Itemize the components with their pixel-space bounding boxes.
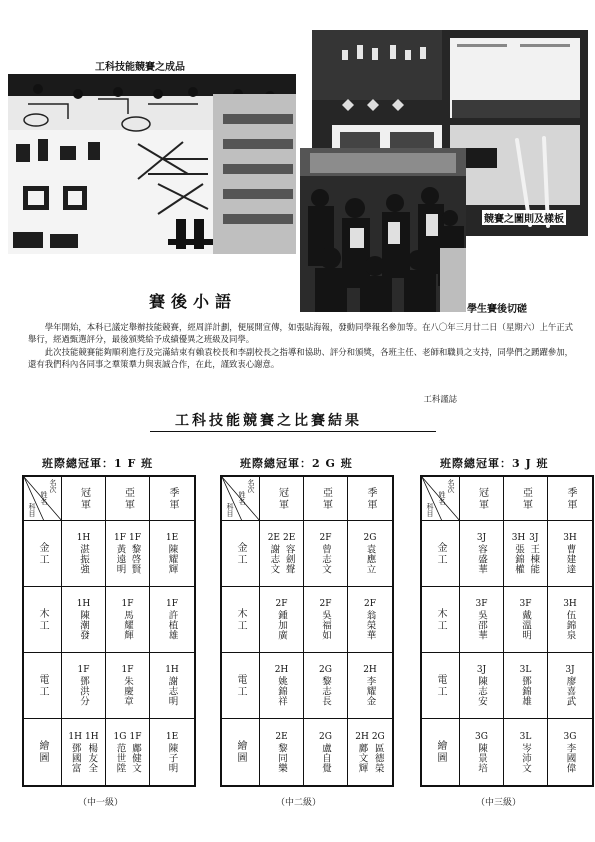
winner-cell: [504, 719, 548, 785]
winner-class: 1H: [76, 599, 91, 609]
subject-cell: [222, 521, 260, 587]
table-corner-header: [422, 477, 460, 521]
winner-name: 陳耀輝: [166, 544, 178, 574]
winner-names: [77, 533, 91, 574]
winner-names: [520, 665, 532, 706]
winner-name: 伍錦泉: [564, 610, 576, 640]
winner-class: 1F: [114, 533, 126, 543]
subject-cell: [24, 719, 62, 785]
winner-cell: [260, 521, 304, 587]
winner-entry: [520, 732, 532, 773]
winner-class: 1F: [129, 533, 141, 543]
winner-class: 3L: [519, 665, 532, 675]
winner-entry: [166, 732, 178, 773]
winner-name: 曹建達: [564, 544, 576, 574]
column-header-label: 冠軍: [78, 486, 90, 511]
winner-name: 馬耀輝: [121, 610, 133, 640]
winner-names: [114, 732, 142, 773]
winner-class: 2E: [275, 731, 288, 742]
winner-names: [320, 599, 332, 640]
winner-name: 黎啓賢: [129, 544, 141, 574]
winner-name: 姚錦祥: [275, 676, 287, 706]
winner-cell: [260, 587, 304, 653]
subject-label: 金工: [37, 541, 48, 566]
winner-cell: [460, 719, 504, 785]
students-discussion-image: [300, 148, 466, 312]
winner-entry: [364, 533, 377, 574]
subject-label: 電工: [435, 673, 446, 698]
winner-entry: [122, 665, 134, 706]
corner-label-name: 姓名: [238, 491, 246, 505]
subject-label: 繪圖: [235, 740, 246, 764]
winner-name: 區德榮: [372, 742, 384, 773]
winner-cell: [62, 653, 106, 719]
winner-class: 3F: [519, 599, 532, 609]
winner-names: [166, 533, 178, 574]
winner-names: [319, 732, 332, 773]
winner-name: 岑沛文: [519, 742, 531, 773]
winner-entry: [114, 732, 127, 773]
winner-class: 2E: [267, 533, 280, 543]
after-words-signoff: 工科謹誌: [423, 394, 457, 404]
photo-students-discussion: [300, 148, 466, 312]
winner-names: [268, 533, 296, 574]
winner-entry: [268, 533, 280, 574]
winner-class: 3G: [563, 731, 577, 742]
after-words-title: 賽後小語: [149, 292, 238, 311]
corner-label-name: 姓名: [40, 491, 48, 505]
winner-class: 3J: [476, 665, 487, 675]
winner-entry: [77, 599, 91, 640]
winner-cell: [150, 521, 194, 587]
winner-entry: [320, 599, 332, 640]
column-header-label: 冠軍: [476, 486, 488, 511]
winner-class: 1H: [68, 731, 82, 742]
winner-entry: [320, 533, 332, 574]
caption-finished-works: 工科技能競賽之成品: [95, 62, 185, 73]
winner-entry: [476, 599, 488, 640]
winner-names: [475, 732, 488, 773]
winner-cell: [504, 653, 548, 719]
column-header: [348, 477, 392, 521]
table-corner-header: [24, 477, 62, 521]
winner-names: [565, 665, 576, 706]
winner-cell: [150, 587, 194, 653]
winner-entry: [165, 665, 179, 706]
corner-label-rank: 名次: [447, 479, 455, 493]
winner-name: 范世陞: [114, 742, 126, 773]
winner-name: 許植雄: [166, 610, 178, 640]
subject-label: 電工: [235, 673, 246, 698]
winner-entry: [520, 599, 532, 640]
winner-class: 1E: [165, 533, 179, 543]
winner-class: 2G: [319, 665, 332, 675]
subject-label: 木工: [235, 607, 246, 632]
winner-names: [319, 665, 332, 706]
winner-class: 2G: [371, 731, 385, 742]
winner-names: [563, 533, 577, 574]
column-header: [504, 477, 548, 521]
winner-name: 鄧國富: [69, 742, 81, 773]
after-words-paragraph-1: 學年開始，本科已議定舉辦技能競賽，經周詳計劃，便展開宣傳，如張貼海報，發動同學報名參加等。在八〇年三月廿二日（星期六）上午正式舉行，經過甄選評分，最後頒獎給予成績優異之班級及同學。: [28, 322, 573, 345]
winner-entry: [476, 665, 487, 706]
subject-label: 金工: [435, 541, 446, 566]
winner-entry: [476, 533, 487, 574]
winner-cell: [504, 521, 548, 587]
winner-class: 3G: [475, 731, 488, 742]
winner-entry: [372, 732, 385, 773]
column-header: [106, 477, 150, 521]
results-title: 工科技能競賽之比賽結果: [175, 413, 362, 429]
winner-name: 李耀金: [364, 676, 376, 706]
winner-name: 王棟能: [528, 544, 540, 574]
winner-entry: [528, 533, 539, 574]
winner-name: 吳邵華: [475, 610, 487, 640]
winner-entry: [319, 665, 332, 706]
winner-cell: [348, 521, 392, 587]
winner-class: 1F: [121, 599, 134, 609]
winner-class: 2F: [275, 599, 288, 609]
winner-class: 2F: [319, 533, 332, 543]
winner-names: [364, 599, 376, 640]
results-table: [220, 475, 394, 787]
winner-names: [77, 599, 91, 640]
overall-champion-title: 班際總冠軍：2 G 班: [240, 457, 353, 470]
winner-entry: [275, 665, 289, 706]
winner-entry: [475, 732, 488, 773]
winner-entry: [319, 732, 332, 773]
results-grid: [222, 477, 392, 785]
winner-entry: [129, 732, 141, 773]
subject-label: 金工: [235, 541, 246, 566]
winner-cell: [348, 719, 392, 785]
winner-cell: [504, 587, 548, 653]
finished-works-image: [8, 74, 296, 254]
grade-level-label: （中三級）: [476, 798, 522, 808]
winner-names: [563, 599, 577, 640]
column-header-label: 季軍: [565, 486, 576, 511]
winner-name: 謝志文: [268, 544, 280, 574]
winner-name: 鄺健文: [129, 742, 141, 773]
column-header: [62, 477, 106, 521]
winner-class: 1F: [166, 599, 178, 609]
winner-name: 鄺文輝: [356, 742, 368, 773]
subject-cell: [222, 719, 260, 785]
column-header: [260, 477, 304, 521]
winner-entry: [78, 665, 90, 706]
overall-champion-title: 班際總冠軍：1 F 班: [42, 457, 154, 470]
column-header-label: 亞軍: [320, 486, 332, 511]
column-header: [460, 477, 504, 521]
winner-names: [165, 665, 179, 706]
winner-cell: [304, 521, 348, 587]
winner-entry: [563, 599, 577, 640]
winner-cell: [150, 653, 194, 719]
winner-cell: [304, 719, 348, 785]
column-header-label: 冠軍: [276, 486, 288, 511]
corner-label-subject: 科目: [226, 503, 234, 517]
caption-diagrams-templates: 競賽之圖則及樣板: [482, 210, 566, 225]
winner-entry: [364, 599, 376, 640]
winner-names: [166, 599, 178, 640]
winner-entry: [77, 533, 91, 574]
winner-entry: [355, 732, 369, 773]
winner-name: 黎志長: [319, 676, 331, 706]
winner-names: [275, 732, 287, 773]
winner-name: 鄧洪分: [77, 676, 89, 706]
winner-names: [512, 533, 540, 574]
subject-label: 木工: [37, 607, 48, 632]
winner-cell: [150, 719, 194, 785]
winner-entry: [565, 665, 576, 706]
winner-cell: [548, 719, 592, 785]
winner-entry: [68, 732, 82, 773]
winner-names: [476, 599, 488, 640]
winner-class: 2H: [355, 731, 369, 742]
winner-names: [122, 665, 134, 706]
winner-class: 1F: [129, 731, 142, 742]
winner-class: 1G: [113, 731, 127, 742]
corner-label-rank: 名次: [247, 479, 255, 493]
subject-cell: [422, 719, 460, 785]
results-table: [420, 475, 594, 787]
winner-name: 黎同樂: [275, 742, 287, 773]
winner-name: 陳子明: [166, 742, 178, 773]
winner-names: [78, 665, 90, 706]
winner-entry: [512, 533, 526, 574]
winner-class: 1E: [165, 731, 179, 742]
subject-cell: [422, 587, 460, 653]
winner-name: 袁應立: [364, 544, 376, 574]
winner-names: [355, 732, 385, 773]
winner-names: [564, 732, 577, 773]
winner-class: 2H: [274, 665, 289, 675]
subject-label: 木工: [435, 607, 446, 632]
column-header: [548, 477, 592, 521]
winner-entry: [563, 533, 577, 574]
winner-class: 1F: [77, 665, 90, 675]
column-header-label: 亞軍: [520, 486, 532, 511]
winner-class: 2F: [319, 599, 332, 609]
winner-names: [476, 665, 487, 706]
column-header-label: 季軍: [167, 486, 178, 511]
winner-name: 盧自覺: [319, 742, 331, 773]
winner-names: [114, 533, 141, 574]
winner-names: [122, 599, 134, 640]
table-corner-header: [222, 477, 260, 521]
caption-students-discussion: 學生賽後切磋: [467, 304, 527, 315]
winner-entry: [275, 732, 287, 773]
winner-name: 陳景培: [475, 742, 487, 773]
winner-name: 翁榮華: [364, 610, 376, 640]
winner-class: 3J: [565, 665, 575, 675]
winner-name: 廖喜武: [564, 676, 576, 706]
subject-cell: [24, 653, 62, 719]
winner-cell: [460, 653, 504, 719]
results-title-underline: [150, 431, 436, 432]
winner-name: 張錦權: [512, 544, 524, 574]
winner-entry: [166, 533, 178, 574]
subject-cell: [24, 521, 62, 587]
winner-cell: [106, 521, 150, 587]
corner-label-subject: 科目: [426, 503, 434, 517]
winner-cell: [106, 653, 150, 719]
winner-name: 曾志文: [319, 544, 331, 574]
winner-entry: [85, 732, 99, 773]
winner-name: 鍾加廣: [275, 610, 287, 640]
subject-cell: [422, 653, 460, 719]
winner-names: [476, 533, 487, 574]
winner-entry: [276, 599, 288, 640]
winner-names: [166, 732, 178, 773]
photo-finished-works: [8, 74, 296, 254]
winner-cell: [260, 653, 304, 719]
winner-class: 1F: [121, 665, 134, 675]
column-header: [304, 477, 348, 521]
corner-label-name: 姓名: [438, 491, 446, 505]
column-header: [150, 477, 194, 521]
winner-cell: [260, 719, 304, 785]
winner-name: 陳潮發: [77, 610, 89, 640]
winner-class: 3J: [529, 533, 539, 543]
winner-names: [276, 599, 288, 640]
overall-champion-title: 班際總冠軍：3 J 班: [440, 457, 549, 470]
winner-cell: [304, 587, 348, 653]
winner-names: [320, 533, 332, 574]
winner-cell: [62, 521, 106, 587]
winner-cell: [304, 653, 348, 719]
winner-entry: [129, 533, 141, 574]
winner-entry: [166, 599, 178, 640]
winner-class: 3F: [475, 599, 488, 609]
winner-entry: [520, 665, 532, 706]
winner-name: 楊友全: [86, 742, 98, 773]
winner-name: 戴溫明: [519, 610, 531, 640]
winner-class: 2G: [319, 731, 332, 742]
winner-class: 3H: [511, 533, 526, 543]
winner-class: 1H: [76, 533, 91, 543]
winner-class: 2E: [283, 533, 296, 543]
results-grid: [422, 477, 592, 785]
winner-name: 吳福如: [319, 610, 331, 640]
corner-label-subject: 科目: [28, 503, 36, 517]
subject-label: 繪圖: [435, 740, 446, 764]
winner-cell: [460, 587, 504, 653]
winner-names: [520, 732, 532, 773]
grade-level-label: （中二級）: [276, 798, 322, 808]
winner-name: 黃遠明: [114, 544, 126, 574]
winner-class: 3J: [476, 533, 487, 543]
results-grid: [24, 477, 194, 785]
subject-label: 電工: [37, 673, 48, 698]
winner-class: 1H: [165, 665, 179, 675]
winner-entry: [283, 533, 295, 574]
winner-cell: [548, 521, 592, 587]
winner-cell: [106, 587, 150, 653]
winner-cell: [548, 587, 592, 653]
winner-cell: [460, 521, 504, 587]
after-words-body: [28, 321, 573, 371]
winner-cell: [62, 719, 106, 785]
winner-names: [520, 599, 532, 640]
winner-class: 1H: [85, 731, 99, 742]
winner-class: 2H: [363, 665, 377, 675]
winner-name: 李國偉: [564, 742, 576, 773]
winner-name: 容劍聲: [283, 544, 295, 574]
winner-entry: [122, 599, 134, 640]
winner-names: [364, 533, 377, 574]
subject-cell: [222, 653, 260, 719]
subject-cell: [24, 587, 62, 653]
winner-cell: [348, 587, 392, 653]
winner-names: [363, 665, 377, 706]
winner-entry: [564, 732, 577, 773]
winner-cell: [106, 719, 150, 785]
subject-cell: [422, 521, 460, 587]
winner-name: 陳志安: [476, 676, 487, 706]
after-words-paragraph-2: 此次技能競賽能夠順利進行及完滿結束有賴袁校長和李副校長之指導和協助、評分和頒獎，各班主任、老師和職員之支持，同學們之踴躍參加，還有我們科內各同事之羣策羣力與衷誠合作，在此，謹致衷心謝意。: [28, 346, 573, 370]
column-header-label: 季軍: [365, 486, 376, 511]
winner-names: [68, 732, 98, 773]
winner-cell: [62, 587, 106, 653]
winner-class: 2F: [364, 599, 376, 609]
winner-cell: [548, 653, 592, 719]
grade-level-label: （中一級）: [78, 798, 124, 808]
winner-name: 朱慶章: [121, 676, 133, 706]
winner-class: 2G: [363, 533, 377, 543]
results-table: [22, 475, 196, 787]
subject-label: 繪圖: [37, 740, 48, 764]
winner-entry: [114, 533, 126, 574]
winner-cell: [348, 653, 392, 719]
winner-name: 容盛華: [476, 544, 487, 574]
winner-names: [275, 665, 289, 706]
winner-name: 湛振強: [77, 544, 89, 574]
winner-entry: [363, 665, 377, 706]
winner-class: 3H: [563, 533, 577, 543]
winner-class: 3L: [519, 731, 532, 742]
winner-class: 3H: [563, 599, 577, 609]
column-header-label: 亞軍: [122, 486, 134, 511]
winner-name: 鄧錦雄: [519, 676, 531, 706]
corner-label-rank: 名次: [49, 479, 57, 493]
subject-cell: [222, 587, 260, 653]
winner-name: 謝志明: [166, 676, 178, 706]
